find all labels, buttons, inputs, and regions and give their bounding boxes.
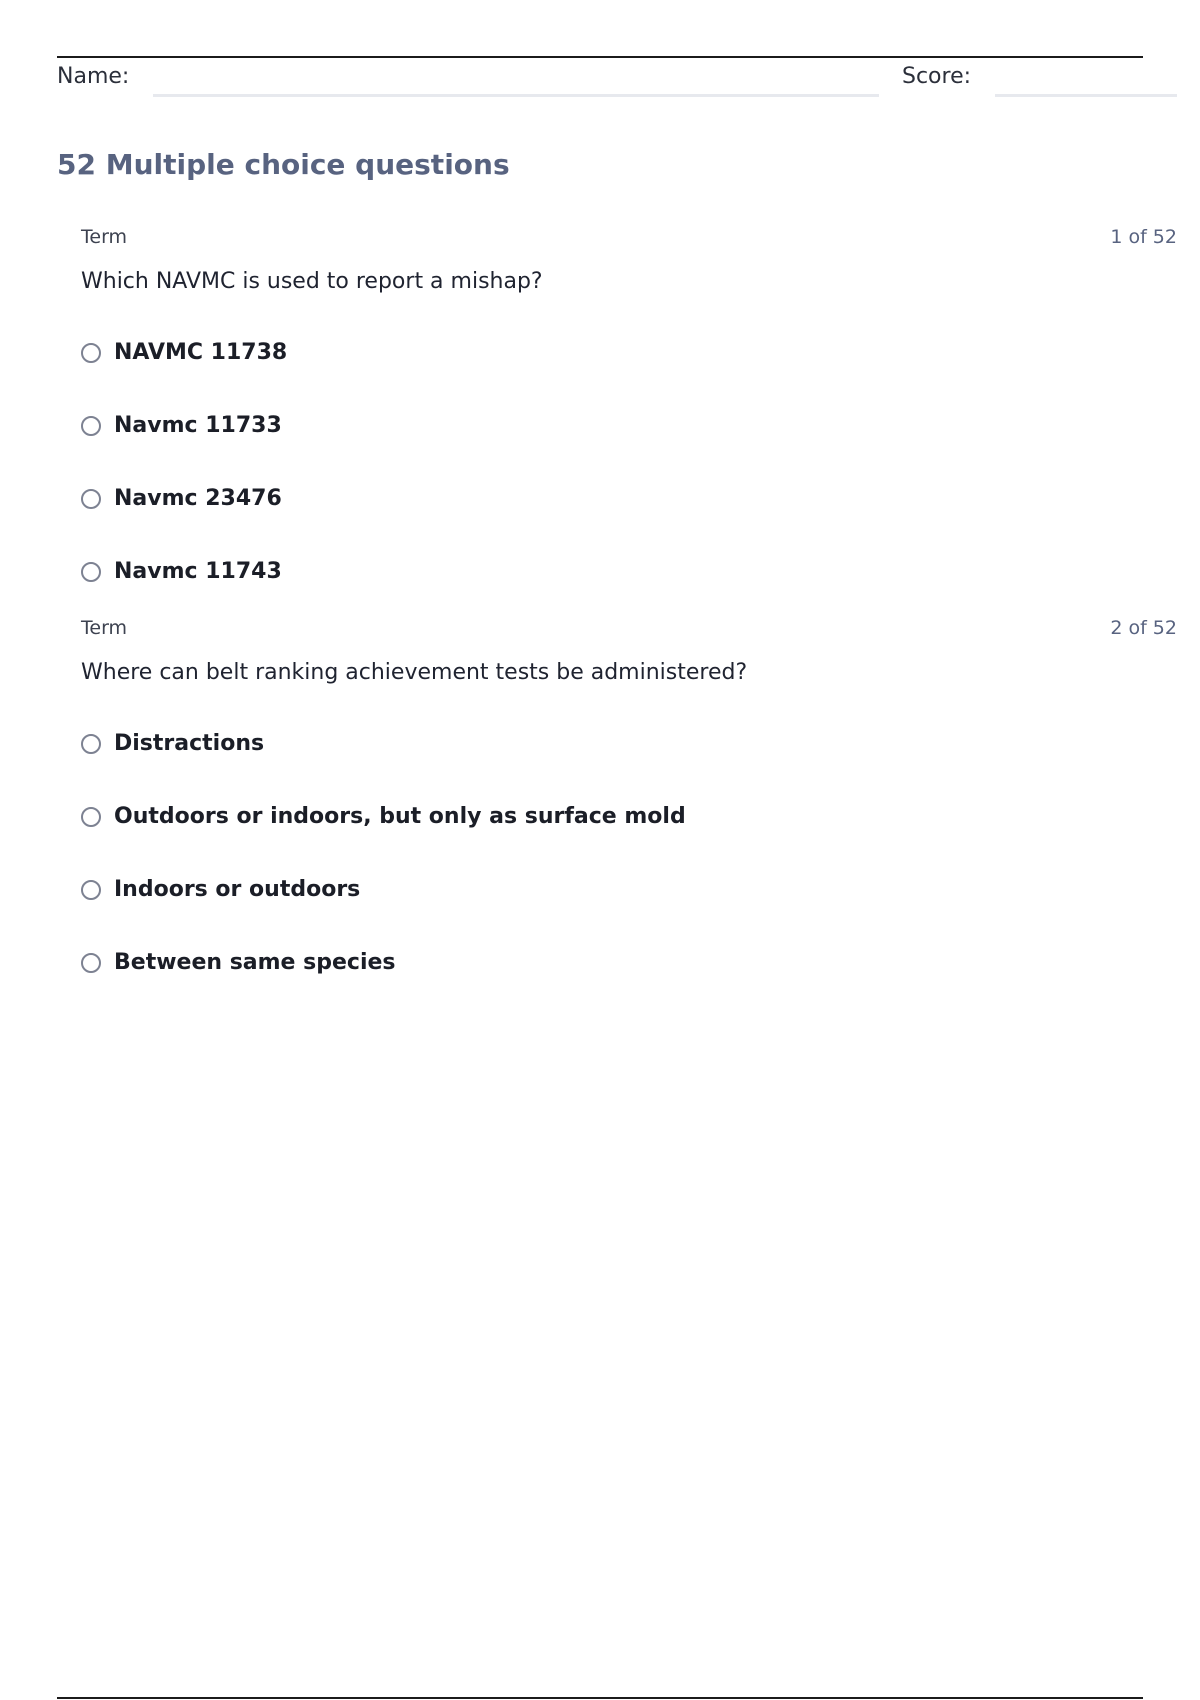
radio-circle-icon[interactable] bbox=[81, 562, 101, 582]
top-rule bbox=[57, 56, 1143, 58]
answer-option[interactable] bbox=[81, 926, 1177, 999]
option-label: Navmc 11733 bbox=[114, 413, 282, 438]
score-label: Score: bbox=[902, 64, 972, 89]
question-prompt: Which NAVMC is used to report a mishap? bbox=[81, 269, 543, 294]
answer-options bbox=[81, 316, 1177, 608]
option-label: Indoors or outdoors bbox=[114, 877, 361, 902]
radio-circle-icon[interactable] bbox=[81, 953, 101, 973]
answer-option[interactable] bbox=[81, 853, 1177, 926]
question-card-2 bbox=[81, 617, 1177, 999]
answer-options bbox=[81, 707, 1177, 999]
radio-circle-icon[interactable] bbox=[81, 416, 101, 436]
answer-option[interactable] bbox=[81, 389, 1177, 462]
question-counter: 1 of 52 bbox=[1110, 226, 1177, 248]
name-label: Name: bbox=[57, 64, 130, 89]
option-label: Distractions bbox=[114, 731, 265, 756]
answer-option[interactable] bbox=[81, 535, 1177, 608]
option-label: Outdoors or indoors, but only as surface mold bbox=[114, 804, 686, 829]
term-label: Term bbox=[81, 617, 128, 639]
radio-circle-icon[interactable] bbox=[81, 880, 101, 900]
answer-option[interactable] bbox=[81, 316, 1177, 389]
option-label: Navmc 23476 bbox=[114, 486, 282, 511]
option-label: Between same species bbox=[114, 950, 396, 975]
question-card-1 bbox=[81, 226, 1177, 608]
answer-option[interactable] bbox=[81, 462, 1177, 535]
radio-circle-icon[interactable] bbox=[81, 734, 101, 754]
option-label: Navmc 11743 bbox=[114, 559, 282, 584]
question-counter: 2 of 52 bbox=[1110, 617, 1177, 639]
question-prompt: Where can belt ranking achievement tests be administered? bbox=[81, 660, 748, 685]
radio-circle-icon[interactable] bbox=[81, 343, 101, 363]
name-field[interactable] bbox=[153, 94, 879, 97]
term-label: Term bbox=[81, 226, 128, 248]
option-label: NAVMC 11738 bbox=[114, 340, 288, 365]
radio-circle-icon[interactable] bbox=[81, 807, 101, 827]
answer-option[interactable] bbox=[81, 780, 1177, 853]
page-title: 52 Multiple choice questions bbox=[57, 148, 510, 181]
score-field[interactable] bbox=[995, 94, 1177, 97]
answer-option[interactable] bbox=[81, 707, 1177, 780]
radio-circle-icon[interactable] bbox=[81, 489, 101, 509]
bottom-rule bbox=[57, 1697, 1143, 1699]
